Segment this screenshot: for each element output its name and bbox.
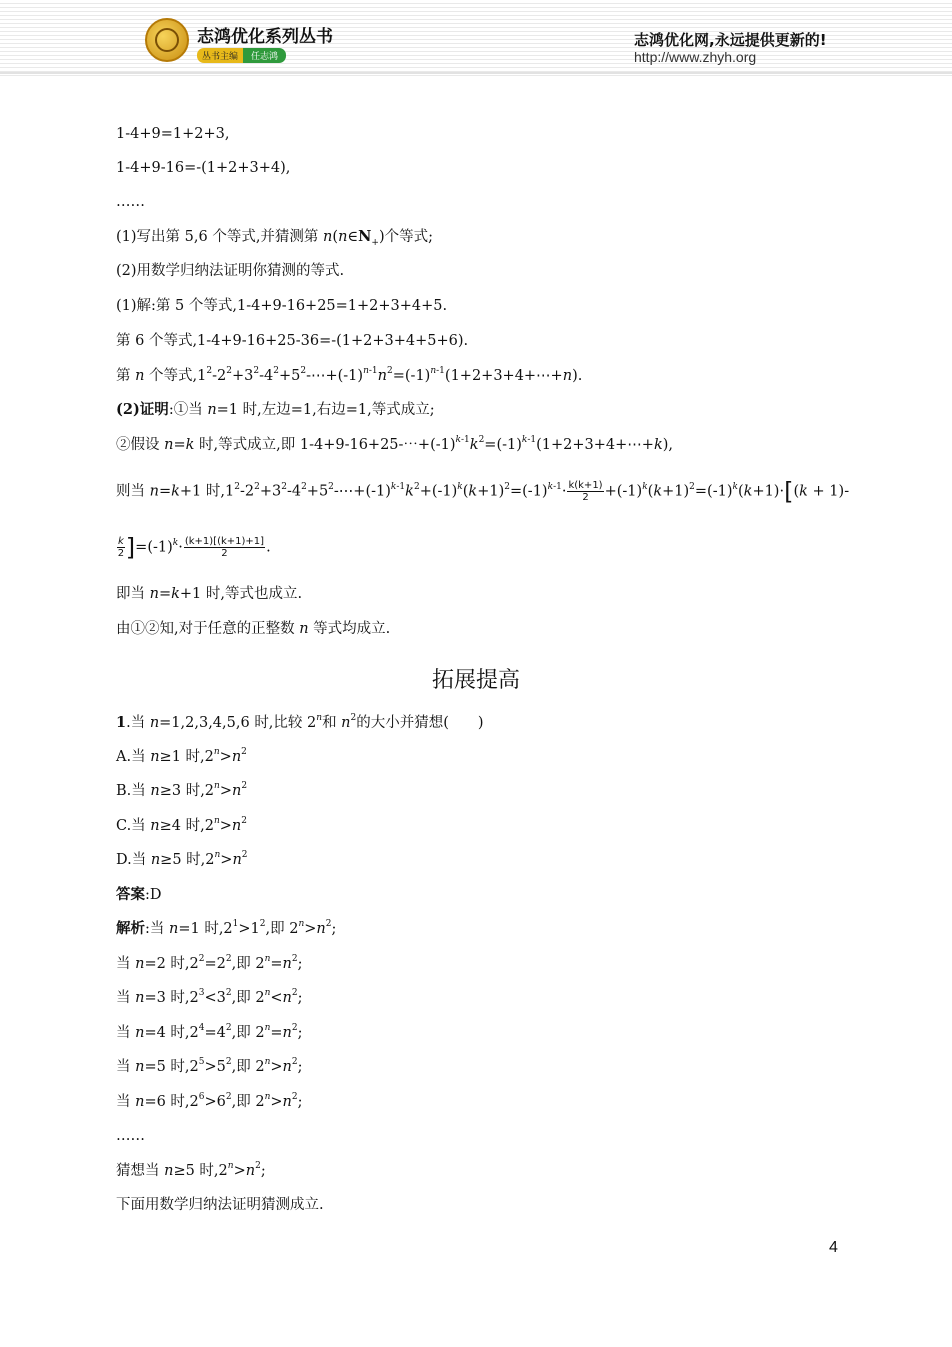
page-number: 4 bbox=[829, 1239, 838, 1256]
question-part-1: (1)写出第 5,6 个等式,并猜测第 $n(n\in N_+)$个等式; bbox=[116, 228, 434, 248]
editor-badge bbox=[197, 48, 286, 63]
solution-line-3: 第 n 个等式$,1^2-2^2+3^2-4^2+5^2-\cdots+(-1)^{n-1}n^2=(-1)^{n-1}(1+2+3+4+\cdots+n)$. bbox=[116, 366, 583, 384]
analysis-line-2: 当 n=2 时$,2^2=2^2$,即 $2^n=n^2$; bbox=[116, 954, 303, 972]
option-b[interactable]: B.当 n≥3 时$,2^n>n^2$ bbox=[116, 781, 248, 799]
analysis-line-4: 当 n=4 时$,2^4=4^2$,即 $2^n=n^2$; bbox=[116, 1023, 303, 1041]
series-title: 志鸿优化系列丛书 bbox=[197, 27, 333, 47]
solution-line-1: (1)解:第 5 个等式,1-4+9-16+25=1+2+3+4+5. bbox=[116, 298, 448, 314]
question-part-2: (2)用数学归纳法证明你猜测的等式. bbox=[116, 263, 345, 279]
site-url[interactable]: http://www.zhyh.org bbox=[634, 49, 757, 65]
option-a[interactable]: A.当 n≥1 时$,2^n>n^2$ bbox=[116, 747, 247, 765]
option-c[interactable]: C.当 n≥4 时$,2^n>n^2$ bbox=[116, 816, 247, 834]
site-slogan: 志鸿优化网,永远提供更新的! bbox=[634, 31, 827, 49]
answer-line: 答案:D bbox=[116, 886, 162, 903]
editor-name: 任志鸿 bbox=[243, 48, 286, 63]
conjecture-line: 猜想当 n≥5 时$,2^n>n^2$; bbox=[116, 1161, 266, 1179]
option-d[interactable]: D.当 n≥5 时$,2^n>n^2$ bbox=[116, 850, 248, 868]
proof-line-4: $\frac{k}{2}$ ]$=(-1)^k\cdot$ $\frac{(k+1)[(k+1)+1]}{2}$ . bbox=[117, 533, 271, 562]
analysis-line-3: 当 n=3 时$,2^3<3^2$,即 $2^n<n^2$; bbox=[116, 988, 303, 1006]
proof-line-5: 即当 n=k+1 时,等式也成立. bbox=[116, 586, 303, 602]
equation-line-1: 1-4+9=1+2+3, bbox=[116, 126, 230, 142]
proof-line-3: 则当 n=k+1 时$,1^2-2^2+3^2-4^2+5^2-\cdots+(-1)^{k-1}k^2+(-1)^k(k+1)^2=(-1)^{k-1}\cdot$ $\frac{k(k+1)}{2}$ $+(-1)^k(k+1)^2=(-1)^k(k+1)\cdot[(k + 1)-$ bbox=[116, 477, 850, 506]
publisher-logo-icon bbox=[145, 18, 189, 62]
proof-line-1: (2)证明:①当 n=1 时,左边=1,右边=1,等式成立; bbox=[116, 401, 435, 418]
section-title: 拓展提高 bbox=[431, 668, 520, 693]
analysis-line-5: 当 n=5 时$,2^5>5^2$,即 $2^n>n^2$; bbox=[116, 1057, 303, 1075]
header-divider bbox=[0, 72, 952, 74]
editor-label: 丛书主编 bbox=[197, 48, 243, 63]
analysis-line-6: 当 n=6 时$,2^6>6^2$,即 $2^n>n^2$; bbox=[116, 1092, 303, 1110]
analysis-line-1: 解析:当 n=1 时$,2^1>1^2$,即 $2^n>n^2$; bbox=[116, 919, 337, 937]
final-line: 下面用数学归纳法证明猜测成立. bbox=[116, 1197, 324, 1213]
proof-conclusion: 由①②知,对于任意的正整数 n 等式均成立. bbox=[116, 621, 391, 637]
ellipsis-line: …… bbox=[116, 194, 145, 210]
solution-line-2: 第 6 个等式,1-4+9-16+25-36=-(1+2+3+4+5+6). bbox=[116, 333, 469, 349]
question-1: 1.当 n=1,2,3,4,5,6 时,比较 2$^n$和 $n^2$的大小并猜想( ) bbox=[116, 713, 484, 731]
proof-line-2: ②假设 n=k 时,等式成立,即 $1-4+9-16+25-\cdots+(-1)^{k-1}k^2=(-1)^{k-1}(1+2+3+4+\cdots+k)$, bbox=[116, 435, 674, 453]
ellipsis-line-2: …… bbox=[116, 1128, 145, 1144]
equation-line-2: 1-4+9-16=-(1+2+3+4), bbox=[116, 160, 291, 176]
